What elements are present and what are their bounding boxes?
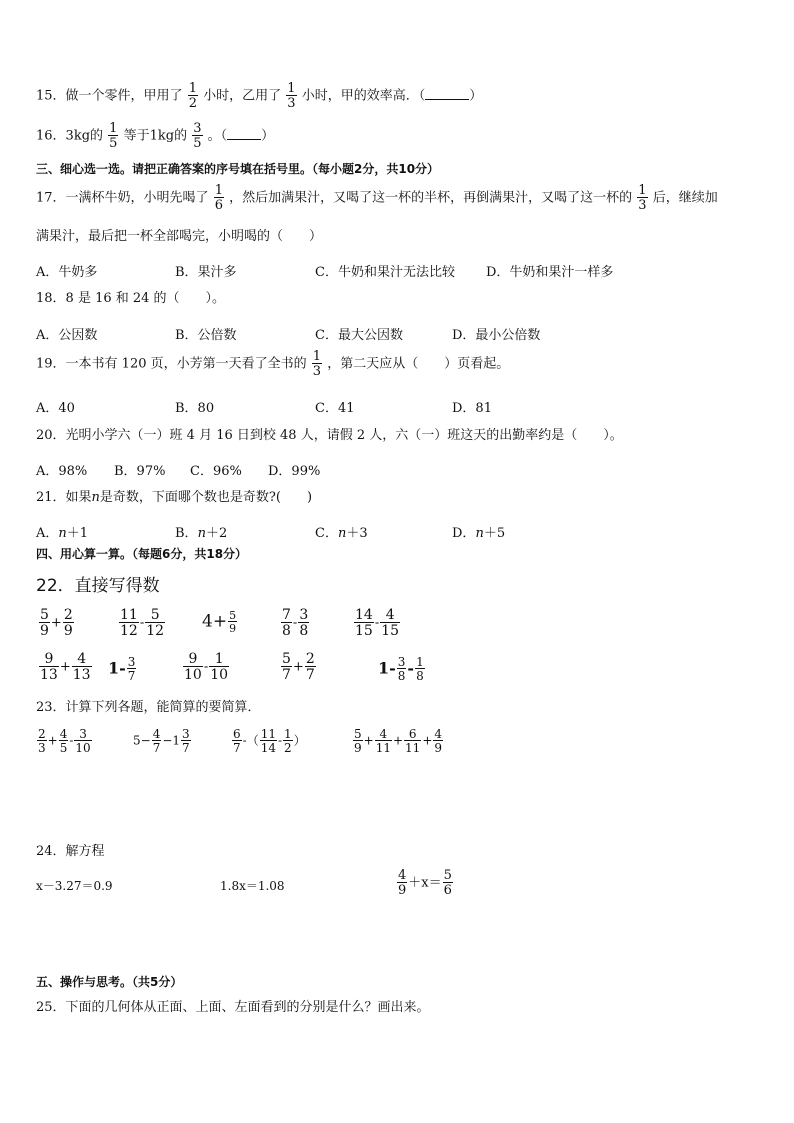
fraction: $\frac{1}{2}$ bbox=[188, 81, 197, 111]
calc-item: $\frac{7}{8}$ - $\frac{3}{8}$ bbox=[282, 607, 309, 639]
fraction: $\frac{1}{6}$ bbox=[214, 183, 223, 213]
equation: x－3.27＝0.9 bbox=[36, 879, 113, 893]
calc-item: 4+ $\frac{5}{9}$ bbox=[202, 609, 237, 635]
calc-expression: $\frac{2}{3}$ + $\frac{4}{5}$ - $\frac{3}{10}$ bbox=[38, 727, 91, 755]
option-a[interactable]: A．40 bbox=[36, 401, 75, 416]
question-19: 19．一本书有 120 页，小芳第一天看了全书的 $\frac{1}{3}$ ，第二天应从（ ）页看起。 bbox=[36, 349, 510, 379]
option-a[interactable]: A．98% bbox=[36, 464, 88, 479]
question-15: 15．做一个零件，甲用了 $\frac{1}{2}$ 小时，乙用了 $\frac{1}{3}$ 小时，甲的效率高．（ ） bbox=[36, 81, 483, 111]
option-c[interactable]: C．最大公因数 bbox=[315, 328, 403, 343]
calc-expression: $\frac{5}{9}$ + $\frac{4}{11}$ + $\frac{6}{11}$ + $\frac{4}{9}$ bbox=[354, 727, 443, 755]
option-a[interactable]: A．牛奶多 bbox=[36, 265, 98, 280]
calc-item: $\frac{5}{7}$ + $\frac{2}{7}$ bbox=[282, 651, 315, 683]
option-c[interactable]: C．41 bbox=[315, 401, 355, 416]
question-18: 18．8 是 16 和 24 的（ ）。 bbox=[36, 291, 226, 306]
fraction: $\frac{3}{5}$ bbox=[193, 121, 202, 151]
calc-item: $\frac{11}{12}$ - $\frac{5}{12}$ bbox=[120, 607, 165, 639]
option-d[interactable]: D．牛奶和果汁一样多 bbox=[486, 265, 614, 280]
calc-item: 1- $\frac{3}{7}$ bbox=[108, 655, 136, 683]
question-20: 20．光明小学六（一）班 4 月 16 日到校 48 人，请假 2 人，六（一）班这天的出勤率约是（ ）。 bbox=[36, 428, 623, 443]
section-5-heading: 五、操作与思考。（共5分） bbox=[36, 975, 183, 989]
section-4-heading: 四、用心算一算。（每题6分，共18分） bbox=[36, 547, 248, 561]
option-a[interactable]: A．n＋1 bbox=[36, 526, 89, 541]
option-d[interactable]: D．n＋5 bbox=[452, 526, 506, 541]
option-b[interactable]: B．n＋2 bbox=[175, 526, 228, 541]
option-c[interactable]: C．牛奶和果汁无法比较 bbox=[315, 265, 455, 280]
fraction: $\frac{1}{3}$ bbox=[287, 81, 296, 111]
equation: $\frac{4}{9}$ ＋x＝ $\frac{5}{6}$ bbox=[398, 868, 452, 898]
calc-item: $\frac{9}{13}$ + $\frac{4}{13}$ bbox=[40, 651, 91, 683]
question-22-title: 22．直接写得数 bbox=[36, 576, 160, 596]
section-3-heading: 三、细心选一选。请把正确答案的序号填在括号里。（每小题2分，共10分） bbox=[36, 162, 440, 176]
option-b[interactable]: B．97% bbox=[114, 464, 166, 479]
option-b[interactable]: B．80 bbox=[175, 401, 215, 416]
option-a[interactable]: A．公因数 bbox=[36, 328, 98, 343]
calc-item: $\frac{9}{10}$ - $\frac{1}{10}$ bbox=[184, 651, 229, 683]
option-b[interactable]: B．公倍数 bbox=[175, 328, 237, 343]
question-25: 25．下面的几何体从正面、上面、左面看到的分别是什么？画出来。 bbox=[36, 1000, 430, 1015]
question-21: 21．如果n是奇数，下面哪个数也是奇数?( ) bbox=[36, 490, 313, 505]
option-b[interactable]: B．果汁多 bbox=[175, 265, 237, 280]
calc-expression: $\frac{6}{7}$ -（ $\frac{11}{14}$ - $\frac{1}{2}$ ） bbox=[233, 727, 306, 755]
answer-blank[interactable] bbox=[227, 129, 261, 140]
option-d[interactable]: D．81 bbox=[452, 401, 492, 416]
equation: 1.8x＝1.08 bbox=[220, 879, 285, 893]
option-d[interactable]: D．99% bbox=[268, 464, 321, 479]
answer-blank[interactable] bbox=[425, 89, 469, 100]
option-d[interactable]: D．最小公倍数 bbox=[452, 328, 541, 343]
question-16: 16．3kg的 $\frac{1}{5}$ 等于1kg的 $\frac{3}{5}$ 。（ ） bbox=[36, 121, 275, 151]
calc-expression: 5− $\frac{4}{7}$ −1 $\frac{3}{7}$ bbox=[133, 727, 190, 755]
option-c[interactable]: C．96% bbox=[190, 464, 242, 479]
calc-item: 1- $\frac{3}{8}$ - $\frac{1}{8}$ bbox=[378, 655, 424, 683]
question-24-title: 24．解方程 bbox=[36, 844, 105, 859]
fraction: $\frac{1}{5}$ bbox=[109, 121, 118, 151]
question-17-line2: 满果汁，最后把一杯全部喝完，小明喝的（ ） bbox=[36, 229, 323, 244]
calc-item: $\frac{5}{9}$ + $\frac{2}{9}$ bbox=[40, 607, 73, 639]
fraction: $\frac{1}{3}$ bbox=[312, 349, 322, 379]
fraction: $\frac{1}{3}$ bbox=[638, 183, 647, 213]
calc-item: $\frac{14}{15}$ - $\frac{4}{15}$ bbox=[355, 607, 400, 639]
question-17: 17．一满杯牛奶，小明先喝了 $\frac{1}{6}$ ，然后加满果汁，又喝了这一杯的半杯，再倒满果汁，又喝了这一杯的 $\frac{1}{3}$ 后，继续加 bbox=[36, 183, 718, 213]
question-23-title: 23．计算下列各题，能简算的要简算． bbox=[36, 700, 261, 715]
option-c[interactable]: C．n＋3 bbox=[315, 526, 368, 541]
